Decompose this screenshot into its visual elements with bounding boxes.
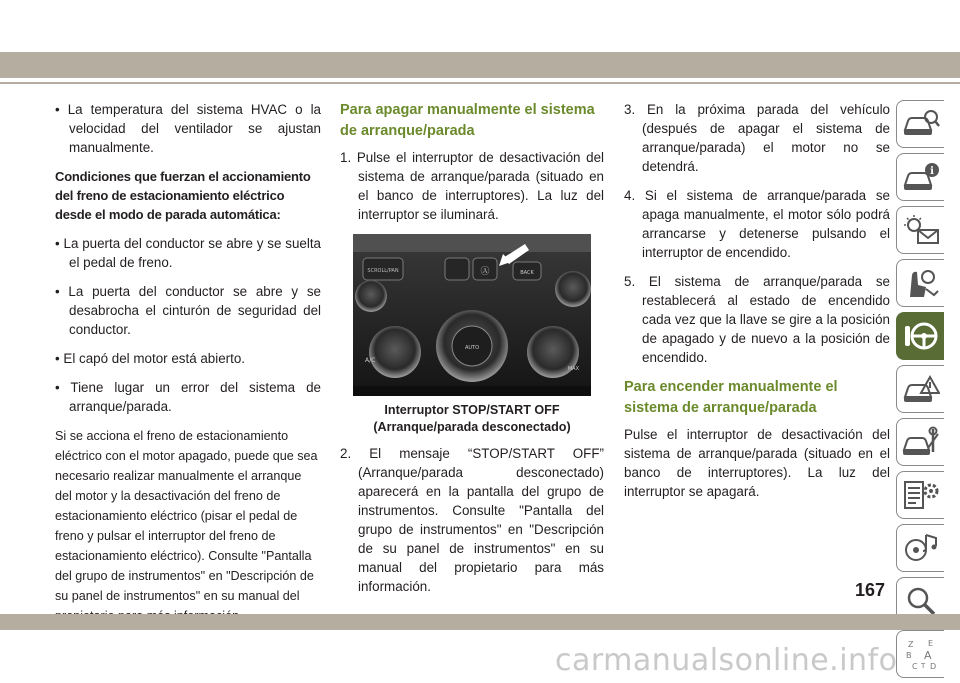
svg-text:i: i xyxy=(929,166,934,177)
tab-safety[interactable] xyxy=(896,259,944,307)
column-right xyxy=(624,100,890,501)
search-icon xyxy=(902,585,940,617)
column-middle xyxy=(340,100,604,606)
tab-multimedia[interactable] xyxy=(896,524,944,572)
chapter-tabs xyxy=(896,100,944,683)
conditions-heading: Condiciones que fuerzan el accionamiento del freno de estacionamiento eléctrico desde el modo de parada automática: xyxy=(55,169,311,222)
step-1: 1. Pulse el interruptor de desactivación del sistema de arranque/parada (situado en el banco de interruptores). La luz del interruptor se iluminará. xyxy=(340,150,604,222)
index-letter-e: E xyxy=(927,639,933,648)
index-letter-d: D xyxy=(929,662,936,671)
photo-caption-line1: Interruptor STOP/START OFF xyxy=(384,403,560,417)
tab-specifications[interactable] xyxy=(896,471,944,519)
photo-label-ac: A/C xyxy=(365,357,376,364)
svg-text:Ⓐ: Ⓐ xyxy=(480,267,490,277)
column-left xyxy=(55,100,321,626)
step-2: 2. El mensaje “STOP/START OFF” (Arranque/parada desconectado) aparecerá en la pantalla del grupo de instrumentos. Consulte "Pantalla del grupo de instrumentos" en "Descripción de su panel de instrumentos" en su manual del propietario para más información. xyxy=(340,446,604,594)
index-letter-t: T xyxy=(920,662,925,670)
info-paragraph: Pulse el interruptor de desactivación del sistema de arranque/parada (situado en el banco de interruptores). La luz del interruptor se apagará. xyxy=(624,427,890,499)
tab-emergency[interactable] xyxy=(896,365,944,413)
index-letter-b: B xyxy=(905,651,911,660)
tab-warning-lights[interactable] xyxy=(896,206,944,254)
multimedia-location-icon xyxy=(902,532,940,564)
index-letter-c: C xyxy=(911,662,918,671)
warning-light-message-icon xyxy=(902,214,940,246)
section-heading-turn-on: Para encender manualmente el sistema de arranque/parada xyxy=(624,379,838,416)
tab-starting-operating[interactable] xyxy=(896,312,944,360)
switch-bank-photo xyxy=(353,234,591,396)
index-letters-icon xyxy=(902,637,940,671)
index-letter-a: A xyxy=(923,649,932,662)
list-item: • La puerta del conductor se abre y se suelta el pedal de freno. xyxy=(55,236,321,270)
car-warning-info-icon xyxy=(902,161,940,193)
list-item: • Tiene lugar un error del sistema de arranque/parada. xyxy=(55,380,321,414)
car-tools-icon xyxy=(902,426,940,458)
car-hazard-icon xyxy=(902,373,940,405)
specifications-gear-icon xyxy=(902,479,940,511)
airbag-seat-icon xyxy=(902,267,940,299)
photo-label-auto: AUTO xyxy=(464,345,480,351)
steering-wheel-key-icon xyxy=(902,320,940,352)
top-band xyxy=(0,52,960,78)
tab-car-inspection[interactable] xyxy=(896,100,944,148)
index-letter-z: Z xyxy=(907,640,913,649)
step-3: 3. En la próxima parada del vehículo (después de apagar el sistema de arranque/parada) el motor no se detendrá. xyxy=(624,102,890,174)
tab-car-info[interactable] xyxy=(896,153,944,201)
photo-label-back: BACK xyxy=(520,270,534,276)
photo-label-scroll: SCROLL/PAN xyxy=(367,268,399,274)
car-inspection-icon xyxy=(902,108,940,140)
list-item: • La temperatura del sistema HVAC o la velocidad del ventilador se ajustan manualmente. xyxy=(55,102,321,155)
step-5: 5. El sistema de arranque/parada se restablecerá al estado de encendido cada vez que la llave se gire a la posición de apagado y de nuevo a la posición de encendido. xyxy=(624,274,890,365)
photo-caption-line2: (Arranque/parada desconectado) xyxy=(373,420,571,434)
page-number: 167 xyxy=(855,580,886,600)
bottom-band xyxy=(0,614,960,630)
info-paragraph: Si se acciona el freno de estacionamiento eléctrico con el motor apagado, puede que sea necesario realizar manualmente el arranque del motor y la desactivación del freno de estacionamiento eléctrico (pisar el pedal de freno y pulsar el interruptor del freno de estacionamiento eléctrico). Consulte "Pantalla del grupo de instrumentos" en "Descripción de su panel de instrumentos" en su manual del xyxy=(55,429,318,603)
top-rule xyxy=(0,82,960,84)
section-heading-turn-off: Para apagar manualmente el sistema de arranque/parada xyxy=(340,102,595,139)
tab-index[interactable] xyxy=(896,630,944,678)
photo-label-max: MAX xyxy=(567,366,579,372)
list-item: • La puerta del conductor se abre y se desabrocha el cinturón de seguridad del conductor. xyxy=(55,284,321,337)
step-4: 4. Si el sistema de arranque/parada se apaga manualmente, el motor sólo podrá arrancarse y detenerse pulsando el interruptor de encendido. xyxy=(624,188,890,260)
watermark: carmanualsonline.info xyxy=(555,643,898,678)
tab-maintenance[interactable] xyxy=(896,418,944,466)
list-item: • El capó del motor está abierto. xyxy=(55,351,246,366)
